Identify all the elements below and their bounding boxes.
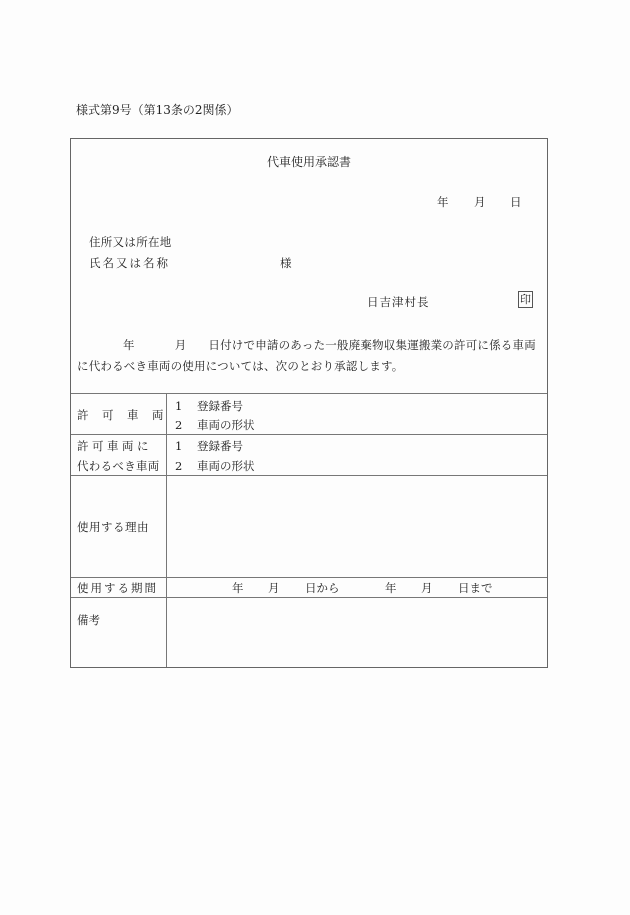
seal-mark: 印 (520, 293, 531, 306)
period-from-day: 日から (305, 581, 340, 595)
usage-reason-field[interactable] (168, 477, 546, 576)
name-label: 氏名又は名称 (89, 256, 170, 270)
date-day-label: 日 (510, 195, 522, 209)
remarks-field[interactable] (168, 599, 546, 667)
body-line2-text: に代わるべき車両の使用については、次のとおり承認します。 (77, 359, 404, 373)
period-from-year: 年 (232, 581, 244, 595)
honorific: 様 (280, 256, 292, 270)
approval-form (70, 138, 548, 668)
issuer-title: 日吉津村長 (367, 295, 430, 309)
body-month: 月 (174, 338, 187, 352)
period-from-month: 月 (268, 581, 280, 595)
permitted-vehicle-shape: 2 車両の形状 (175, 418, 255, 432)
period-to-month: 月 (421, 581, 433, 595)
substitute-vehicle-label-line2: 代わるべき車両 (77, 459, 160, 473)
permitted-vehicle-label: 許 可 車 両 (77, 408, 165, 422)
usage-period-label: 使用する期間 (77, 581, 158, 595)
table-top-rule (71, 393, 547, 394)
period-to-year: 年 (385, 581, 397, 595)
row-divider (71, 475, 547, 476)
permitted-vehicle-reg-number: 1 登録番号 (175, 399, 243, 413)
body-line1-text: 日付けで申請のあった一般廃棄物収集運搬業の許可に係る車両 (208, 338, 536, 352)
substitute-vehicle-label-line1: 許可車両に (77, 439, 152, 453)
column-divider (166, 393, 167, 667)
period-to-day: 日まで (458, 581, 493, 595)
body-year: 年 (123, 338, 135, 352)
document-title: 代車使用承認書 (266, 155, 351, 169)
address-label: 住所又は所在地 (89, 235, 172, 249)
substitute-vehicle-shape: 2 車両の形状 (175, 459, 255, 473)
date-year-label: 年 (437, 195, 449, 209)
usage-reason-label: 使用する理由 (77, 520, 149, 534)
row-divider (71, 597, 547, 598)
form-number: 様式第9号（第13条の2関係） (76, 103, 239, 117)
remarks-label: 備考 (77, 613, 100, 627)
row-divider (71, 577, 547, 578)
approval-statement (77, 335, 536, 377)
row-divider (71, 434, 547, 435)
substitute-vehicle-reg-number: 1 登録番号 (175, 439, 243, 453)
date-month-label: 月 (474, 195, 486, 209)
